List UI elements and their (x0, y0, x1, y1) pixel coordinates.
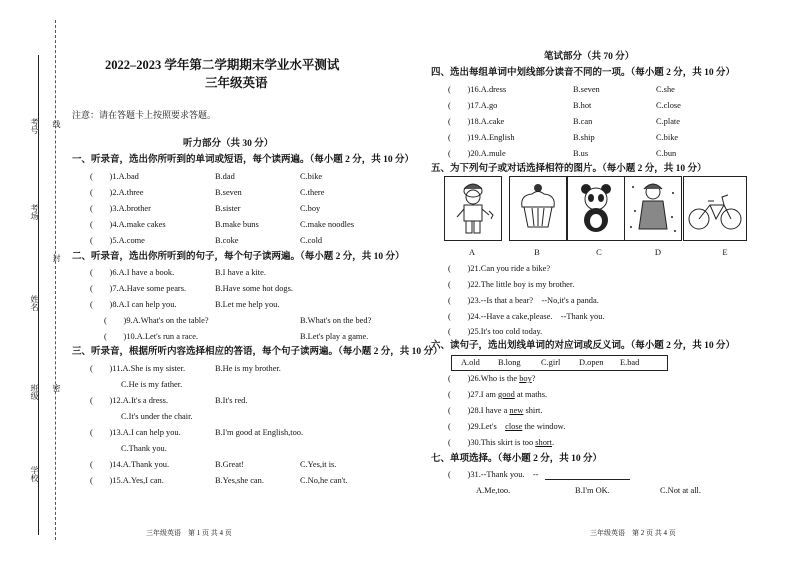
q3-c: C.boy (300, 204, 321, 213)
q20-b: B.us (573, 149, 589, 158)
side-label-school: 学校 (30, 466, 39, 482)
written-title: 笔试部分（共 70 分） (544, 52, 635, 62)
q19-c: C.bike (656, 133, 679, 142)
q12-c: C.It's under the chair. (121, 412, 193, 421)
q23: ( )23.--Is that a bear? --No,it's a panda. (448, 296, 599, 305)
q24: ( )24.--Have a cake,please. --Thank you. (448, 312, 605, 321)
q13-b: B.I'm good at English,too. (215, 428, 304, 437)
q4-b: B.make buns (215, 220, 259, 229)
picture-boy (444, 176, 502, 241)
q27: ( )27.I am good at maths. (448, 390, 548, 399)
listening-title: 听力部分（共 30 分） (183, 139, 274, 149)
q17-c: C.close (656, 101, 681, 110)
option-d: D.open (579, 358, 604, 367)
q12-b: B.It's red. (215, 396, 248, 405)
q21: ( )21.Can you ride a bike? (448, 264, 551, 273)
q3-b: B.sister (215, 204, 241, 213)
q17-a: ( )17.A.go (448, 101, 498, 110)
q14-a: ( )14.A.Thank you. (90, 460, 170, 469)
q31-answer-line (545, 479, 630, 480)
q11-b: B.He is my brother. (215, 364, 281, 373)
q5-c: C.cold (300, 236, 323, 245)
exam-title: 2022–2023 学年第二学期期末学业水平测试 (105, 58, 340, 72)
side-label-seal: 封 (52, 254, 61, 262)
picture-label-b: B (534, 247, 540, 257)
q8-a: ( )8.A.I can help you. (90, 300, 177, 309)
q10-a: ( )10.A.Let's run a race. (104, 332, 199, 341)
q10-b: B.Let's play a game. (300, 332, 369, 341)
q3: ( )3.A.brother (90, 204, 151, 213)
q11-c: C.He is my father. (121, 380, 183, 389)
binding-strip (0, 0, 60, 561)
q17-b: B.hot (573, 101, 592, 110)
q19-b: B.ship (573, 133, 595, 142)
q26: ( )26.Who is the boy? (448, 374, 536, 383)
section-3-title: 三、听录音，根据所听内容选择相应的答语，每个句子读两遍。（每小题 2 分，共 10 分） (72, 347, 443, 357)
q2: ( )2.A.three (90, 188, 144, 197)
picture-bike (683, 176, 747, 241)
section-1-title: 一、听录音，选出你所听到的单词或短语，每个读两遍。（每小题 2 分，共 10 分） (72, 155, 415, 165)
q5: ( )5.A.come (90, 236, 145, 245)
option-b: B.long (498, 358, 521, 367)
q5-b: B.coke (215, 236, 239, 245)
q18-c: C.plate (656, 117, 680, 126)
q25: ( )25.It's too cold today. (448, 327, 543, 336)
option-a: A.old (461, 358, 480, 367)
side-label-exam-no: 考号 (30, 118, 39, 134)
q6-a: ( )6.A.I have a book. (90, 268, 175, 277)
picture-label-a: A (468, 247, 476, 257)
q15-c: C.No,he can't. (300, 476, 348, 485)
section-7-title: 七、单项选择。（每小题 2 分，共 10 分） (431, 454, 603, 464)
q31: ( )31.--Thank you. -- (448, 470, 539, 479)
q16-a: ( )16.A.dress (448, 85, 507, 94)
q30: ( )30.This skirt is too short. (448, 438, 555, 447)
footer-left: 三年级英语 第 1 页 共 4 页 (146, 529, 232, 537)
q2-c: C.there (300, 188, 325, 197)
q13-a: ( )13.A.I can help you. (90, 428, 181, 437)
q4-c: C.make noodles (300, 220, 354, 229)
q31-a: A.Me,too. (476, 486, 511, 495)
q31-b: B.I'm OK. (575, 486, 610, 495)
q15-b: B.Yes,she can. (215, 476, 264, 485)
q31-c: C.Not at all. (660, 486, 701, 495)
q1: ( )1.A.bad (90, 172, 139, 181)
q8-b: B.Let me help you. (215, 300, 280, 309)
picture-cold-girl (624, 176, 682, 241)
section-5-title: 五、为下列句子或对话选择相符的图片。（每小题 2 分，共 10 分） (431, 164, 707, 174)
q13-c: C.Thank you. (121, 444, 167, 453)
side-label-secret: 密 (52, 384, 61, 392)
picture-label-d: D (654, 247, 662, 257)
q22: ( )22.The little boy is my brother. (448, 280, 575, 289)
exam-notice: 注意：请在答题卡上按照要求答题。 (72, 111, 217, 121)
q1-b: B.dad (215, 172, 235, 181)
q15-a: ( )15.A.Yes,I can. (90, 476, 164, 485)
q20-c: C.bun (656, 149, 677, 158)
side-label-room: 考场 (30, 204, 39, 220)
q29: ( )29.Let's close the window. (448, 422, 566, 431)
picture-panda (567, 176, 625, 241)
q11-a: ( )11.A.She is my sister. (90, 364, 186, 373)
q20-a: ( )20.A.mule (448, 149, 506, 158)
q18-b: B.can (573, 117, 593, 126)
section-4-title: 四、选出每组单词中划线部分读音不同的一项。（每小题 2 分，共 10 分） (431, 68, 736, 78)
q16-c: C.she (656, 85, 675, 94)
q2-b: B.seven (215, 188, 242, 197)
exam-subtitle: 三年级英语 (205, 76, 268, 90)
q14-c: C.Yes,it is. (300, 460, 337, 469)
option-c: C.girl (541, 358, 561, 367)
q12-a: ( )12.A.It's a dress. (90, 396, 169, 405)
side-label-line: 线 (52, 120, 61, 128)
q14-b: B.Great! (215, 460, 245, 469)
section-6-title: 六、读句子，选出划线单词的对应词或反义词。（每小题 2 分，共 10 分） (431, 341, 736, 351)
q6-b: B.I have a kite. (215, 268, 266, 277)
picture-label-e: E (722, 247, 728, 257)
q7-a: ( )7.A.Have some pears. (90, 284, 187, 293)
section-2-title: 二、听录音，选出你所听到的句子，每个句子读两遍。（每小题 2 分，共 10 分） (72, 252, 405, 262)
q7-b: B.Have some hot dogs. (215, 284, 293, 293)
binding-dashed-line (55, 20, 56, 540)
q28: ( )28.I have a new shirt. (448, 406, 543, 415)
q9-b: B.What's on the bed? (300, 316, 372, 325)
picture-cake (509, 176, 567, 241)
q16-b: B.seven (573, 85, 600, 94)
side-label-class: 班级 (30, 384, 39, 400)
q1-c: C.bike (300, 172, 323, 181)
q9-a: ( )9.A.What's on the table? (104, 316, 209, 325)
side-label-name: 姓名 (30, 295, 39, 311)
option-e: E.bad (620, 358, 640, 367)
q18-a: ( )18.A.cake (448, 117, 505, 126)
picture-label-c: C (596, 247, 602, 257)
q4: ( )4.A.make cakes (90, 220, 166, 229)
footer-right: 三年级英语 第 2 页 共 4 页 (590, 529, 676, 537)
q19-a: ( )19.A.English (448, 133, 515, 142)
